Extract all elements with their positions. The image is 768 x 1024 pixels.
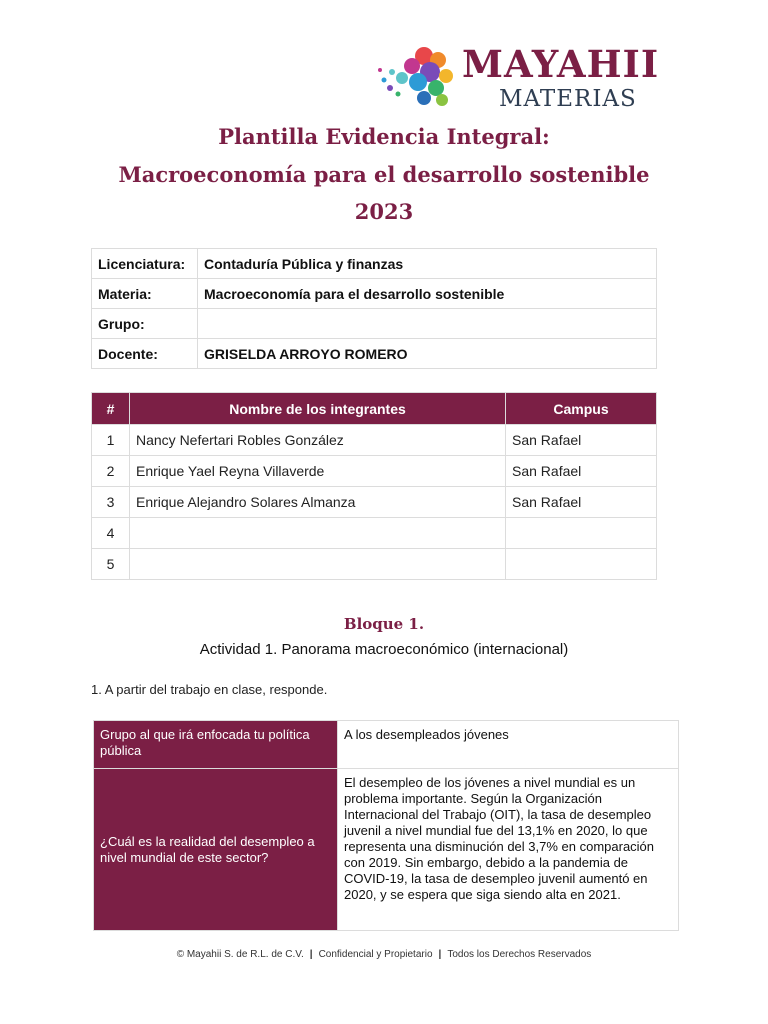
member-number: 5	[92, 549, 130, 580]
members-header-row	[92, 393, 657, 425]
member-number: 2	[92, 456, 130, 487]
member-name: Nancy Nefertari Robles González	[130, 425, 506, 456]
activity-heading: Actividad 1. Panorama macroeconómico (internacional)	[199, 641, 569, 658]
info-row	[92, 339, 657, 369]
member-campus	[506, 518, 657, 549]
brand-head-icon	[372, 42, 462, 114]
member-campus: San Rafael	[506, 425, 657, 456]
question-cell: ¿Cuál es la realidad del desempleo a nivel mundial de este sector?	[94, 769, 338, 931]
member-campus: San Rafael	[506, 456, 657, 487]
footer-separator: |	[438, 949, 442, 960]
section-heading: Bloque 1.	[343, 615, 425, 633]
member-number: 1	[92, 425, 130, 456]
table-row	[92, 549, 657, 580]
header-campus: Campus	[506, 393, 657, 425]
table-row	[92, 518, 657, 549]
members-table	[91, 392, 657, 580]
course-info-table	[91, 248, 657, 369]
info-label: Materia:	[92, 279, 198, 309]
instruction-text: 1. A partir del trabajo en clase, responde.	[91, 682, 328, 697]
member-number: 3	[92, 487, 130, 518]
info-row	[92, 249, 657, 279]
page-title-line1: Plantilla Evidencia Integral:	[218, 124, 550, 149]
table-row	[92, 425, 657, 456]
footer-confidential: Confidencial y Propietario	[318, 949, 433, 960]
header-number: #	[92, 393, 130, 425]
footer-separator: |	[309, 949, 313, 960]
questions-table	[93, 720, 679, 931]
brand-name: MAYAHII	[462, 42, 660, 86]
info-value	[198, 309, 657, 339]
info-value: GRISELDA ARROYO ROMERO	[198, 339, 657, 369]
question-row	[94, 721, 679, 769]
question-cell: Grupo al que irá enfocada tu política pública	[94, 721, 338, 769]
member-name: Enrique Yael Reyna Villaverde	[130, 456, 506, 487]
info-label: Licenciatura:	[92, 249, 198, 279]
table-row	[92, 456, 657, 487]
member-name	[130, 518, 506, 549]
answer-cell: A los desempleados jóvenes	[338, 721, 679, 769]
info-label: Grupo:	[92, 309, 198, 339]
member-name: Enrique Alejandro Solares Almanza	[130, 487, 506, 518]
table-row	[92, 487, 657, 518]
brand-logo	[372, 42, 672, 114]
page-title-line2: Macroeconomía para el desarrollo sostenible	[118, 162, 650, 187]
info-value: Macroeconomía para el desarrollo sostenible	[198, 279, 657, 309]
member-campus	[506, 549, 657, 580]
info-row	[92, 309, 657, 339]
footer-rights: Todos los Derechos Reservados	[447, 949, 592, 960]
info-label: Docente:	[92, 339, 198, 369]
question-row	[94, 769, 679, 931]
brand-subtitle: MATERIAS	[499, 86, 637, 112]
page-title-year: 2023	[354, 199, 414, 224]
header-name: Nombre de los integrantes	[130, 393, 506, 425]
answer-cell: El desempleo de los jóvenes a nivel mundial es un problema importante. Según la Organización Internacional del Trabajo (OIT), la tasa de desempleo juvenil a nivel mundial fue del 13,1% en 2020, lo que representa una disminución del 3,7% en comparación con 2019. Sin embargo, debido a la pandemia de COVID-19, la tasa de desempleo juvenil aumentó en 2020, y se espera que siga siendo alta en 2021.	[338, 769, 679, 931]
info-row	[92, 279, 657, 309]
member-campus: San Rafael	[506, 487, 657, 518]
info-value: Contaduría Pública y finanzas	[198, 249, 657, 279]
page-footer	[0, 949, 768, 960]
member-name	[130, 549, 506, 580]
footer-company: © Mayahii S. de R.L. de C.V.	[176, 949, 304, 960]
member-number: 4	[92, 518, 130, 549]
